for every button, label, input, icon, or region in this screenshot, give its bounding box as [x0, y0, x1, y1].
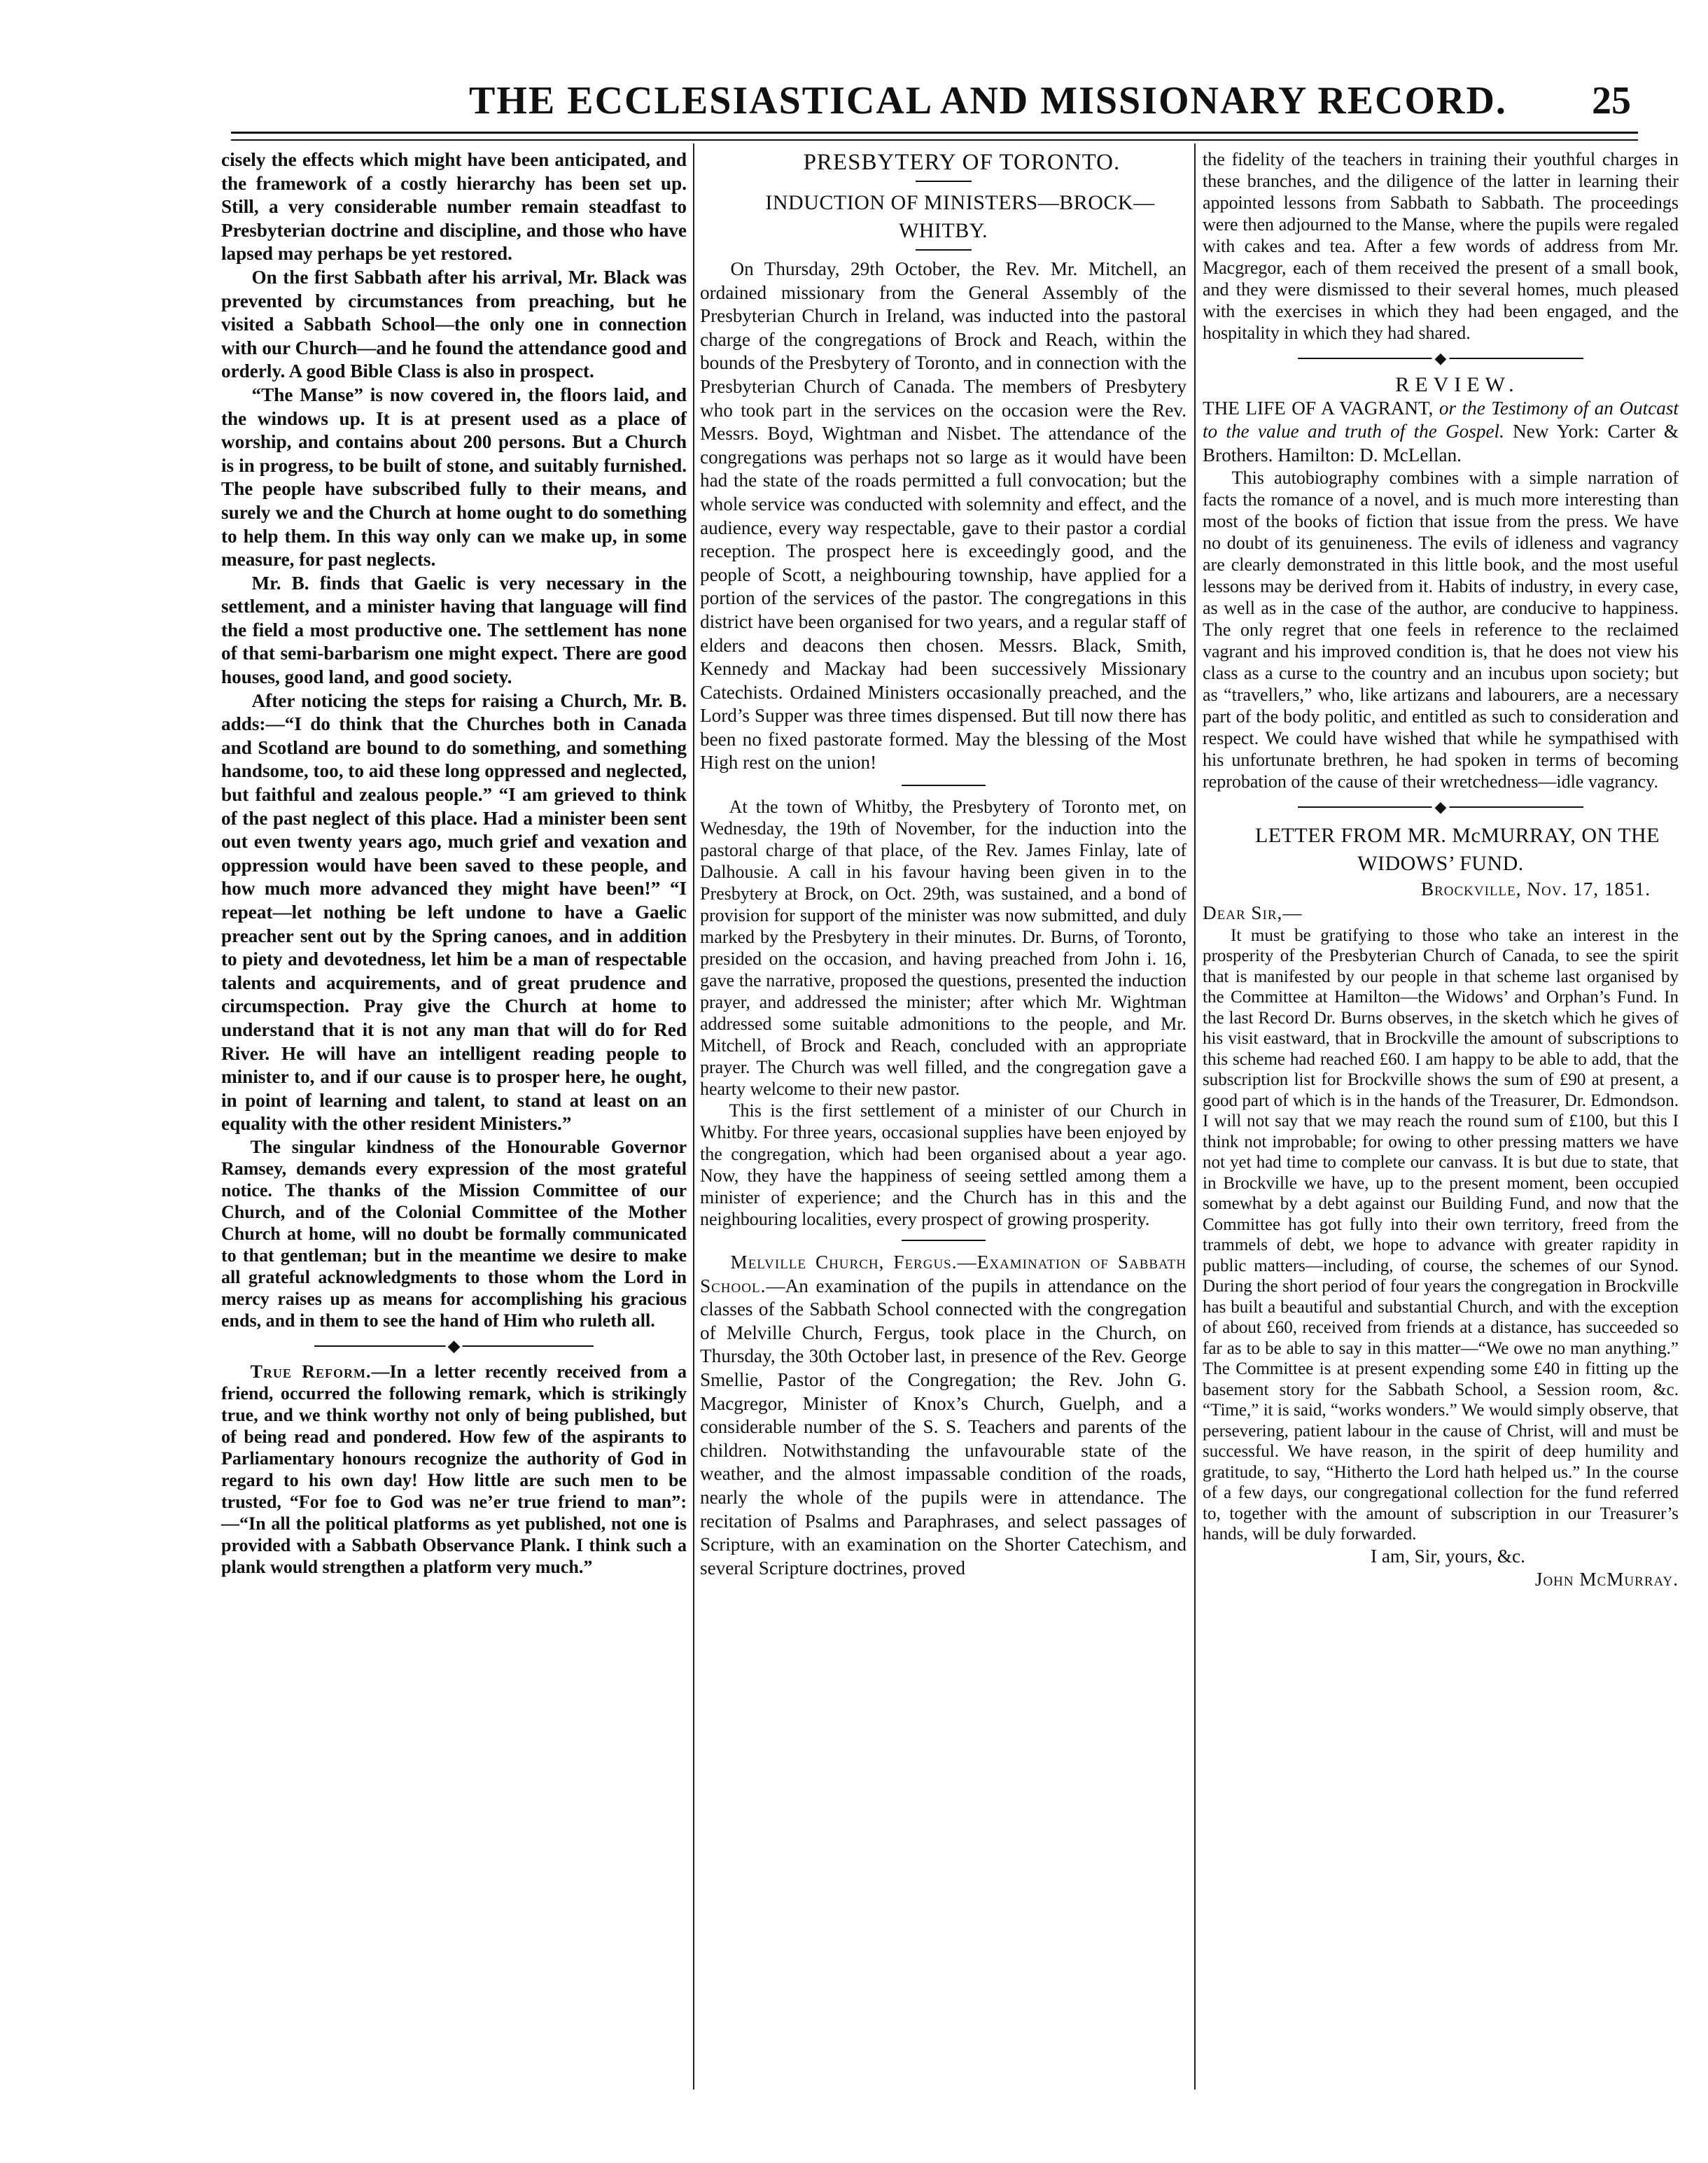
- page-title: THE ECCLESIASTICAL AND MISSIONARY RECORD.: [469, 79, 1507, 122]
- short-rule: [916, 249, 972, 251]
- column-1: [221, 148, 687, 1578]
- review-title: THE LIFE OF A VAGRANT,: [1203, 397, 1434, 419]
- paragraph: The singular kindness of the Honourable Governor Ramsey, demands every expression of the most grateful notice. The thanks of the Mission Committee of our Church, and of the Colonial Committee of the Mother Church at home, will no doubt be formally communicated to that gentleman; but in the meantime we desire to make all grateful acknowledgments to those whom the Lord in mercy raises up as means for accomplishing his gracious ends, and in them to see the hand of Him who ruleth all.: [221, 1136, 687, 1331]
- page-header: [231, 78, 1638, 134]
- paragraph: This is the first settlement of a minister of our Church in Whitby. For three years, occasional supplies have been enjoyed by the congregation, which had been organised about a year ago. Now, they have the happiness of seeing settled among them a minister of experience; and the Church has in this and the neighbouring localities, every prospect of growing prosperity.: [700, 1100, 1186, 1230]
- paragraph-text: —An examination of the pupils in attendance on the classes of the Sabbath School connected with the congregation of Melville Church, Fergus, took place in the Church, on Thursday, the 30th October last, in presence of the Rev. George Smellie, Pastor of the Congregation; the Rev. John G. Macgregor, Minister of Knox’s Church, Guelph, and a considerable number of the S. S. Teachers and parents of the children. Notwithstanding the unfavourable state of the weather, and the almost impassable condition of the roads, nearly the whole of the pupils were in attendance. The recitation of Psalms and Paraphrases, and select passages of Scripture, with an examination on the Shorter Catechism, and several Scripture doctrines, proved: [700, 1275, 1186, 1578]
- paragraph: After noticing the steps for raising a Church, Mr. B. adds:—“I do think that the Churches both in Canada and Scotland are bound to do something, and something handsome, too, to aid these long oppressed and neglected, but faithful and zealous people.” “I am grieved to think of the past neglect of this place. Had a minister been sent out even twenty years ago, much grief and vexation and oppression would have been saved to these people, and how much more advanced they might have been!” “I repeat—let nothing be left undone to have a Gaelic preacher sent out by the Spring canoes, and in addition to piety and devotedness, let him be a man of respectable talents and acquirements, and of great prudence and circumspection. Pray give the Church at home to understand that it is not any man that will do for Red River. He will have an intelligent reading people to minister to, and if our cause is to prosper here, he ought, in point of learning and talent, to stand at least on an equality with the other resident Ministers.”: [221, 690, 687, 1135]
- salutation: Dear Sir,—: [1203, 902, 1303, 923]
- paragraph: “The Manse” is now covered in, the floors laid, and the windows up. It is at present used as a place of worship, and contains about 200 persons. But a Church is in progress, to be built of stone, and suitably furnished. The people have subscribed fully to their means, and surely we and the Church at home ought to do something to help them. In this way only can we make up, in some measure, for past neglects.: [221, 384, 687, 570]
- section-label: True Reform.: [250, 1361, 372, 1382]
- section-subheading: INDUCTION OF MINISTERS—BROCK—WHITBY.: [765, 191, 1155, 242]
- column-divider-left: [693, 144, 694, 2090]
- section-divider: [1203, 798, 1679, 816]
- closing: I am, Sir, yours, &c.: [1371, 1545, 1525, 1567]
- paragraph: Mr. B. finds that Gaelic is very necessary in the settlement, and a minister having that language will find the field a most productive one. The settlement has none of that semi-barbarism one might expect. There are good houses, good land, and good society.: [221, 572, 687, 688]
- paragraph: It must be gratifying to those who take an interest in the prosperity of the Presbyterian Church of Canada, to see the spirit that is manifested by our people in that scheme last organised by the Committee at Hamilton—the Widows’ and Orphan’s Fund. In the last Record Dr. Burns observes, in the sketch which he gives of his visit eastward, that in Brockville the amount of subscriptions to this scheme had reached £60. I am happy to be able to add, that the subscription list for Brockville shows the sum of £90 at present, a good part of which is in the hands of the Treasurer, Dr. Edmondson. I will not say that we may reach the round sum of £100, but this I think not improbable; for owing to other pressing matters we have not yet had time to complete our canvass. It is but due to state, that in Brockville we have, up to the present moment, been occupied somewhat by a debt against our Building Fund, and now that the Committee has got fully into their own territory, freed from the trammels of debt, we hope to advance with greater rapidity in public matters—including, of course, the schemes of our Synod. During the short period of four years the congregation in Brockville has built a beautiful and substantial Church, and with the exception of about £60, received from friends at a distance, has succeeded so far as to be able to say in this matter—“We owe no man anything.” The Committee is at present expending some £40 in fitting up the basement story for the Sabbath School, a Session room, &c. “Time,” it is said, “works wonders.” We would simply observe, that persevering, patient labour in the cause of Christ, will and must be successful. We have reason, in the spirit of deep humility and gratitude, to say, “Hitherto the Lord hath helped us.” In the course of a few days, our congregational collection for the fund referred to, together with the amount of subscription in our Treasurer’s hands, will be duly forwarded.: [1203, 925, 1679, 1544]
- column-2: [700, 148, 1186, 1580]
- section-heading: PRESBYTERY OF TORONTO.: [803, 150, 1121, 175]
- short-rule: [916, 181, 972, 182]
- section-divider: [1203, 349, 1679, 368]
- section-divider: [221, 1337, 687, 1355]
- paragraph: This autobiography combines with a simple narration of facts the romance of a novel, and is much more interesting than most of the books of fiction that issue from the press. We have no doubt of its genuineness. The evils of idleness and vagrancy are clearly demonstrated in this little book, and the most useful lessons may be derived from it. Habits of industry, in every case, as well as in the case of the author, are conducive to happiness. The only regret that one feels in reference to the reclaimed vagrant and his improved condition is, that he does not view his class as a curse to the country and an incubus upon society; but as “travellers,” who, like artizans and labourers, are a necessary part of the body politic, and entitled as such to consideration and respect. We could have wished that while he sympathised with his unfortunate brethren, he had spoken in terms of becoming reprobation of the cause of their wretchedness—idle vagrancy.: [1203, 468, 1679, 792]
- review-subtitle: or the Testimony of an Outcast to the value and truth of the Gospel.: [1203, 397, 1679, 442]
- diamond-ornament-icon: ◆: [445, 1337, 463, 1355]
- paragraph-melville: [700, 1251, 1186, 1580]
- review-citation: [1203, 397, 1679, 468]
- short-rule: [902, 1240, 986, 1241]
- page-number: 25: [1592, 79, 1631, 122]
- review-publisher: New York: Carter & Brothers. Hamilton: D. McLellan.: [1203, 421, 1679, 465]
- section-label: Melville Church, Fergus.—Examination of Sabbath School.: [700, 1252, 1186, 1296]
- short-rule: [902, 785, 986, 786]
- review-heading: REVIEW.: [1395, 373, 1520, 396]
- paragraph: cisely the effects which might have been anticipated, and the framework of a costly hierarchy has been set up. Still, a very considerable number remain steadfast to Presbyterian doctrine and discipline, and those who have lapsed may perhaps be yet restored.: [221, 149, 687, 265]
- letter-heading: LETTER FROM MR. McMURRAY, ON THE WIDOWS’ FUND.: [1254, 824, 1660, 876]
- column-3: [1203, 148, 1679, 1592]
- paragraph: On the first Sabbath after his arrival, Mr. Black was prevented by circumstances from preaching, but he visited a Sabbath School—the only one in connection with our Church—and he found the attendance good and orderly. A good Bible Class is also in prospect.: [221, 266, 687, 382]
- paragraph-text: —In a letter recently received from a friend, occurred the following remark, which is strikingly true, and we think worthy not only of being published, but of being read and pondered. How few of the aspirants to Parliamentary honours recognize the authority of God in regard to his own day! How little are such men to be trusted, “For foe to God was ne’er true friend to man”:—“In all the political platforms as yet published, not one is provided with a Sabbath Observance Plank. I think such a plank would strengthen a platform very much.”: [221, 1361, 687, 1577]
- diamond-ornament-icon: ◆: [1432, 349, 1450, 368]
- signature: John McMurray.: [1534, 1569, 1679, 1590]
- diamond-ornament-icon: ◆: [1432, 798, 1450, 816]
- paragraph: the fidelity of the teachers in training their youthful charges in these branches, and the diligence of the latter in learning their appointed lessons from Sabbath to Sabbath. The proceedings were then adjourned to the Manse, where the pupils were regaled with cakes and tea. After a few words of address from Mr. Macgregor, each of them received the present of a small book, and they were dismissed to their several homes, much pleased with the exercises in which they had been engaged, and the hospitality in which they had shared.: [1203, 149, 1679, 343]
- paragraph: At the town of Whitby, the Presbytery of Toronto met, on Wednesday, the 19th of November, for the induction into the pastoral charge of that place, of the Rev. James Finlay, late of Dalhousie. A call in his favour having been given in to the Presbytery at Brock, on Oct. 29th, was sustained, and a bond of provision for support of the minister was now submitted, and duly marked by the Presbytery in their minutes. Dr. Burns, of Toronto, presided on the occasion, and having preached from John i. 16, gave the narrative, proposed the questions, presented the induction prayer, and addressed the minister; after which Mr. Wightman addressed some suitable admonitions to the people, and Mr. Mitchell, of Brock and Reach, concluded with an appropriate prayer. The Church was well filled, and the congregation gave a hearty welcome to their new pastor.: [700, 797, 1186, 1100]
- dateline: Brockville, Nov. 17, 1851.: [1420, 878, 1651, 900]
- header-rule: [231, 132, 1638, 141]
- column-divider-right: [1194, 144, 1196, 2090]
- paragraph: On Thursday, 29th October, the Rev. Mr. Mitchell, an ordained missionary from the General Assembly of the Presbyterian Church in Ireland, was inducted into the pastoral charge of the congregations of Brock and Reach, within the bounds of the Presbytery of Toronto, and in connection with the Presbyterian Church of Canada. The members of Presbytery who took part in the services on the occasion were the Rev. Messrs. Boyd, Wightman and Nisbet. The attendance of the congregations was perhaps not so large as it would have been had the state of the roads permitted a full convocation; but the whole service was conducted with solemnity and effect, and the audience, every way respectable, gave to their pastor a cordial reception. The prospect here is exceedingly good, and the people of Scott, a neighbouring township, have applied for a portion of the services of the pastor. The congregations in this district have been organised for two years, and a regular staff of elders and deacons then chosen. Messrs. Black, Smith, Kennedy and Mackay had been successively Missionary Catechists. Ordained Ministers occasionally preached, and the Lord’s Supper was three times dispensed. But till now there has been no fixed pastorate formed. May the blessing of the Most High rest on the union!: [700, 258, 1186, 774]
- paragraph-true-reform: [221, 1361, 687, 1578]
